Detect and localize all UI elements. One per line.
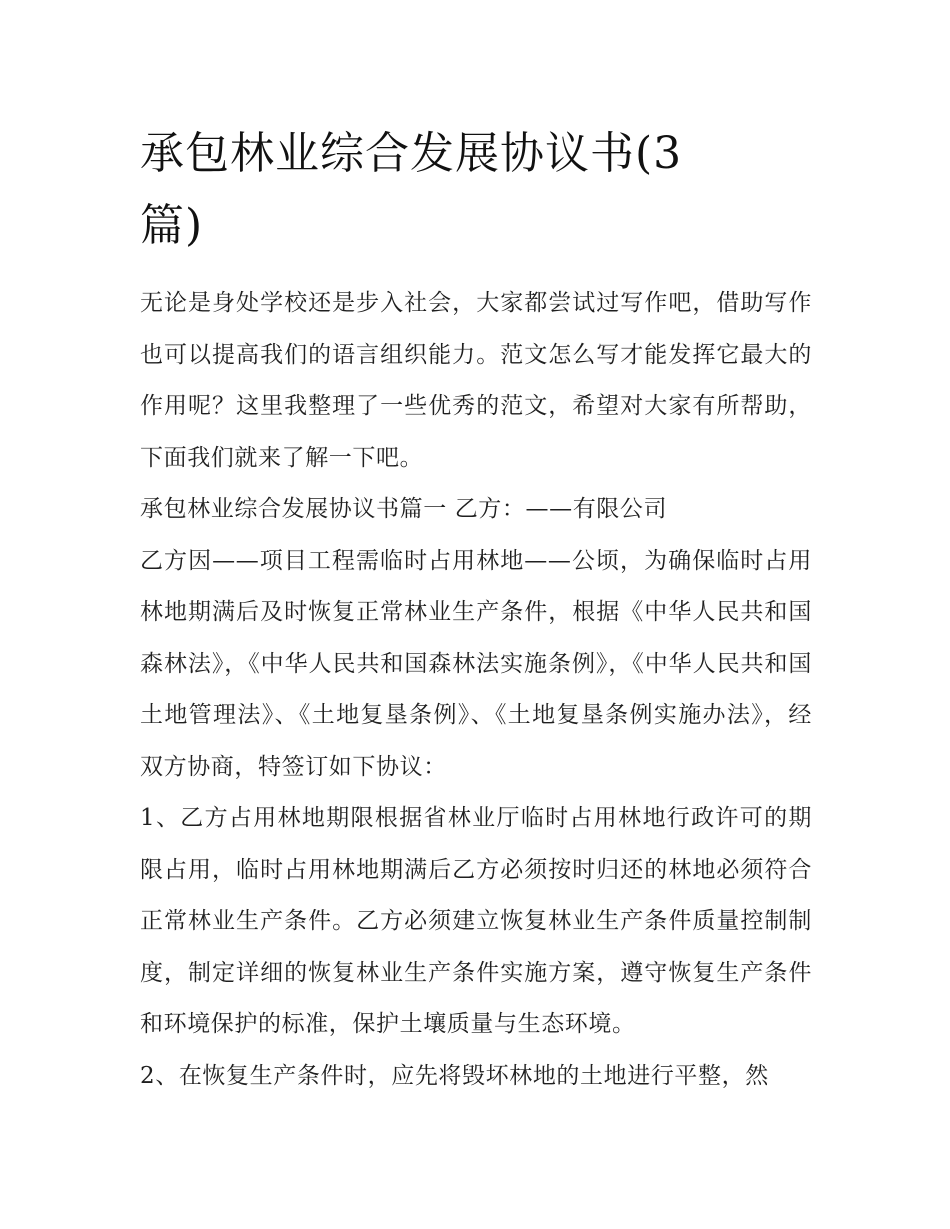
section-heading-paragraph: 承包林业综合发展协议书篇一 乙方：——有限公司	[140, 496, 668, 522]
clause-1-paragraph: 1、乙方占用林地期限根据省林业厅临时占用林地行政许可的期限占用，临时占用林地期满后乙方必须按时归还的林地必须符合正常林业生产条件。乙方必须建立恢复林业生产条件质量控制制度，制定详细的恢复林业生产条件实施方案，遵守恢复生产条件和环境保护的标准，保护土壤质量与生态环境。	[140, 805, 812, 1037]
title-line-2: 篇)	[140, 200, 204, 251]
preamble-paragraph: 乙方因——项目工程需临时占用林地——公顷，为确保临时占用林地期满后及时恢复正常林业生产条件，根据《中华人民共和国森林法》，《中华人民共和国森林法实施条例》，《中华人民共和国土地管理法》、《土地复垦条例》、《土地复垦条例实施办法》，经双方协商，特签订如下协议：	[140, 547, 812, 780]
intro-paragraph: 无论是身处学校还是步入社会，大家都尝试过写作吧，借助写作也可以提高我们的语言组织能力。范文怎么写才能发挥它最大的作用呢？这里我整理了一些优秀的范文，希望对大家有所帮助，下面我们就来了解一下吧。	[140, 290, 812, 471]
document-title	[140, 118, 812, 262]
clause-2-paragraph: 2、在恢复生产条件时，应先将毁坏林地的土地进行平整，然	[140, 1062, 769, 1089]
document-body	[140, 118, 812, 1102]
title-line-1: 承包林业综合发展协议书(3	[140, 128, 683, 179]
